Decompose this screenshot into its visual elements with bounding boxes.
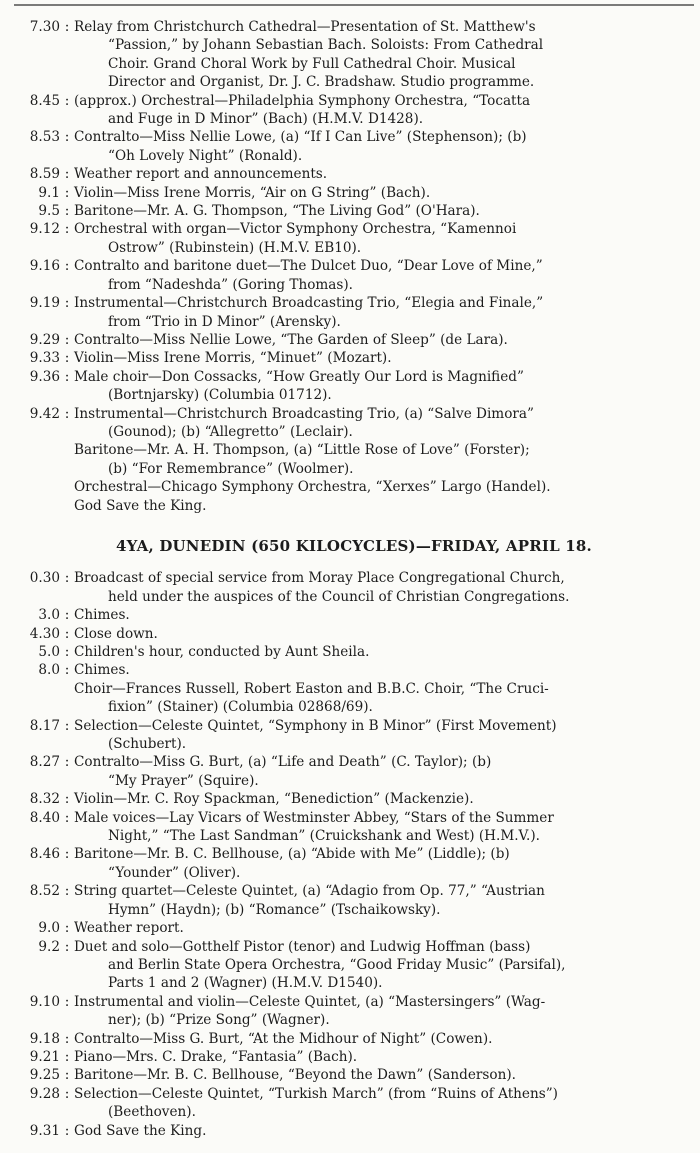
programme-entry — [14, 938, 694, 993]
description-line: Contralto—Miss G. Burt, “At the Midhour of Night” (Cowen). — [74, 1030, 493, 1047]
entry-time: 9.19 — [29, 295, 60, 312]
entry-time: 8.45 — [29, 92, 60, 109]
time-separator: : — [64, 350, 70, 367]
time-separator: : — [64, 258, 70, 275]
entry-description — [74, 753, 694, 790]
entry-description — [74, 845, 694, 882]
description-line: Instrumental—Christchurch Broadcasting Trio, “Elegia and Finale,” — [74, 295, 544, 312]
entry-time: 7.30 — [29, 19, 60, 35]
entry-description — [74, 257, 694, 294]
entry-description — [74, 441, 694, 478]
time-separator: : — [64, 809, 70, 826]
programme-entry — [14, 497, 694, 515]
programme-entry — [14, 606, 694, 624]
programme-entry — [14, 220, 694, 257]
entry-description — [74, 92, 694, 129]
entry-time: 8.52 — [29, 883, 60, 900]
description-line: (Gounod); (b) “Allegretto” (Leclair). — [108, 423, 353, 440]
time-separator: : — [64, 405, 70, 422]
entry-time: 8.27 — [29, 754, 60, 771]
programme-entry — [14, 717, 694, 754]
entry-description — [74, 717, 694, 754]
description-line: Director and Organist, Dr. J. C. Bradshaw. Studio programme. — [108, 74, 535, 91]
entry-description — [74, 790, 694, 808]
entry-time: 5.0 — [38, 644, 60, 660]
time-separator: : — [64, 1067, 70, 1084]
entry-description — [74, 405, 694, 442]
time-separator: : — [64, 166, 70, 183]
description-line: Chimes. — [74, 662, 130, 679]
programme-entry — [14, 478, 694, 496]
entry-time: 9.25 — [29, 1067, 60, 1084]
top-rule — [14, 4, 694, 6]
entry-description — [74, 184, 694, 202]
description-line: from “Nadeshda” (Goring Thomas). — [108, 276, 353, 293]
entry-time: 8.17 — [29, 717, 60, 734]
entry-time: 9.2 — [38, 938, 60, 955]
description-line: Relay from Christchurch Cathedral—Presentation of St. Matthew's — [74, 19, 536, 35]
entry-time: 3.0 — [38, 607, 60, 624]
programme-entry — [14, 405, 694, 442]
description-line: Broadcast of special service from Moray Place Congregational Church, — [74, 570, 565, 587]
christchurch-programme-list — [14, 18, 694, 515]
description-line: Violin—Mr. C. Roy Spackman, “Benediction” (Mackenzie). — [74, 791, 474, 808]
description-line: and Berlin State Opera Orchestra, “Good Friday Music” (Parsifal), — [108, 956, 566, 973]
time-separator: : — [64, 368, 70, 385]
programme-entry — [14, 753, 694, 790]
dunedin-station-heading: 4YA, DUNEDIN (650 KILOCYCLES)—FRIDAY, APRIL 18. — [116, 536, 592, 555]
dunedin-programme-list — [14, 569, 694, 1140]
entry-description — [74, 478, 694, 496]
programme-entry — [14, 184, 694, 202]
description-line: Contralto—Miss Nellie Lowe, “The Garden of Sleep” (de Lara). — [74, 331, 508, 348]
programme-entry — [14, 1030, 694, 1048]
description-line: Choir—Frances Russell, Robert Easton and B.B.C. Choir, “The Cruci- — [74, 680, 549, 697]
description-line: Children's hour, conducted by Aunt Sheila. — [74, 644, 370, 660]
entry-description — [74, 128, 694, 165]
entry-time: 9.29 — [29, 331, 60, 348]
description-line: Hymn” (Haydn); (b) “Romance” (Tschaikowsky). — [108, 901, 441, 918]
entry-time: 9.5 — [38, 203, 60, 220]
entry-time: 9.18 — [29, 1030, 60, 1047]
description-line: Baritone—Mr. A. H. Thompson, (a) “Little Rose of Love” (Forster); — [74, 442, 530, 459]
time-separator: : — [64, 1048, 70, 1065]
description-line: Male choir—Don Cossacks, “How Greatly Our Lord is Magnified” — [74, 368, 524, 385]
entry-description — [74, 1085, 694, 1122]
description-line: String quartet—Celeste Quintet, (a) “Adagio from Op. 77,” “Austrian — [74, 883, 545, 900]
entry-description — [74, 18, 694, 92]
description-line: Selection—Celeste Quintet, “Symphony in B Minor” (First Movement) — [74, 717, 557, 734]
time-separator: : — [64, 295, 70, 312]
programme-entry — [14, 331, 694, 349]
programme-entry — [14, 661, 694, 679]
entry-description — [74, 625, 694, 643]
entry-time: 9.33 — [29, 350, 60, 367]
entry-description — [74, 938, 694, 993]
entry-description — [74, 1030, 694, 1048]
time-separator: : — [64, 1085, 70, 1102]
programme-entry — [14, 625, 694, 643]
entry-description — [74, 1048, 694, 1066]
time-separator: : — [64, 644, 70, 660]
description-line: Parts 1 and 2 (Wagner) (H.M.V. D1540). — [108, 975, 383, 992]
programme-entry — [14, 993, 694, 1030]
description-line: “Younder” (Oliver). — [108, 864, 241, 881]
time-separator: : — [64, 570, 70, 587]
description-line: (Bortnjarsky) (Columbia 01712). — [108, 387, 332, 404]
entry-time: 8.46 — [29, 846, 60, 863]
entry-time: 9.1 — [38, 184, 60, 201]
entry-time: 0.30 — [29, 570, 60, 587]
description-line: Close down. — [74, 625, 158, 642]
time-separator: : — [64, 993, 70, 1010]
entry-time: 9.16 — [29, 258, 60, 275]
time-separator: : — [64, 754, 70, 771]
description-line: Choir. Grand Choral Work by Full Cathedral Choir. Musical — [108, 55, 516, 72]
programme-entry — [14, 128, 694, 165]
time-separator: : — [64, 92, 70, 109]
description-line: Instrumental—Christchurch Broadcasting Trio, (a) “Salve Dimora” — [74, 405, 534, 422]
time-separator: : — [64, 791, 70, 808]
description-line: held under the auspices of the Council of Christian Congregations. — [108, 588, 570, 605]
entry-time: 9.12 — [29, 221, 60, 238]
time-separator: : — [64, 717, 70, 734]
entry-description — [74, 569, 694, 606]
description-line: God Save the King. — [74, 497, 207, 514]
description-line: Orchestral with organ—Victor Symphony Orchestra, “Kamennoi — [74, 221, 517, 238]
programme-entry — [14, 202, 694, 220]
description-line: Selection—Celeste Quintet, “Turkish March” (from “Ruins of Athens”) — [74, 1085, 558, 1102]
programme-entry — [14, 643, 694, 661]
entry-time: 9.21 — [29, 1048, 60, 1065]
description-line: Piano—Mrs. C. Drake, “Fantasia” (Bach). — [74, 1048, 358, 1065]
entry-time: 9.36 — [29, 368, 60, 385]
programme-entry — [14, 349, 694, 367]
entry-description — [74, 368, 694, 405]
time-separator: : — [64, 846, 70, 863]
entry-description — [74, 661, 694, 679]
description-line: Duet and solo—Gotthelf Pistor (tenor) and Ludwig Hoffman (bass) — [74, 938, 531, 955]
programme-entry — [14, 809, 694, 846]
time-separator: : — [64, 662, 70, 679]
entry-time: 9.31 — [29, 1122, 60, 1139]
description-line: Violin—Miss Irene Morris, “Air on G String” (Bach). — [74, 184, 431, 201]
programme-entry — [14, 441, 694, 478]
description-line: fixion” (Stainer) (Columbia 02868/69). — [108, 699, 373, 716]
programme-entry — [14, 845, 694, 882]
time-separator: : — [64, 19, 70, 35]
entry-time: 4.30 — [29, 625, 60, 642]
entry-time: 8.59 — [29, 166, 60, 183]
description-line: Orchestral—Chicago Symphony Orchestra, “Xerxes” Largo (Handel). — [74, 479, 551, 496]
entry-description — [74, 165, 694, 183]
description-line: Weather report and announcements. — [74, 166, 328, 183]
entry-time: 8.0 — [38, 662, 60, 679]
time-separator: : — [64, 203, 70, 220]
description-line: God Save the King. — [74, 1122, 207, 1139]
description-line: and Fuge in D Minor” (Bach) (H.M.V. D1428). — [108, 111, 424, 128]
programme-entry — [14, 1122, 694, 1140]
description-line: Instrumental and violin—Celeste Quintet, (a) “Mastersingers” (Wag- — [74, 993, 546, 1010]
time-separator: : — [64, 184, 70, 201]
time-separator: : — [64, 221, 70, 238]
description-line: “My Prayer” (Squire). — [108, 772, 259, 789]
description-line: “Oh Lovely Night” (Ronald). — [108, 147, 303, 164]
description-line: Baritone—Mr. B. C. Bellhouse, “Beyond the Dawn” (Sanderson). — [74, 1067, 516, 1084]
description-line: Contralto—Miss G. Burt, (a) “Life and Death” (C. Taylor); (b) — [74, 754, 492, 771]
description-line: Night,” “The Last Sandman” (Cruickshank and West) (H.M.V.). — [108, 828, 540, 845]
description-line: Chimes. — [74, 607, 130, 624]
programme-entry — [14, 92, 694, 129]
description-line: (approx.) Orchestral—Philadelphia Symphony Orchestra, “Tocatta — [74, 92, 531, 109]
description-line: Contralto and baritone duet—The Dulcet Duo, “Dear Love of Mine,” — [74, 258, 543, 275]
entry-time: 9.28 — [29, 1085, 60, 1102]
programme-entry — [14, 1066, 694, 1084]
description-line: Baritone—Mr. B. C. Bellhouse, (a) “Abide with Me” (Liddle); (b) — [74, 846, 510, 863]
description-line: (Beethoven). — [108, 1104, 196, 1121]
entry-description — [74, 1122, 694, 1140]
programme-entry — [14, 569, 694, 606]
programme-entry — [14, 368, 694, 405]
programme-entry — [14, 790, 694, 808]
time-separator: : — [64, 920, 70, 937]
description-line: (Schubert). — [108, 736, 187, 753]
description-line: from “Trio in D Minor” (Arensky). — [108, 313, 341, 330]
description-line: Weather report. — [74, 920, 184, 937]
description-line: Male voices—Lay Vicars of Westminster Abbey, “Stars of the Summer — [74, 809, 554, 826]
entry-description — [74, 643, 694, 661]
time-separator: : — [64, 1030, 70, 1047]
description-line: Contralto—Miss Nellie Lowe, (a) “If I Can Live” (Stephenson); (b) — [74, 129, 527, 146]
entry-time: 9.0 — [38, 920, 60, 937]
entry-description — [74, 993, 694, 1030]
entry-time: 8.53 — [29, 129, 60, 146]
entry-time: 9.10 — [29, 993, 60, 1010]
programme-entry — [14, 1085, 694, 1122]
entry-time: 8.40 — [29, 809, 60, 826]
description-line: ner); (b) “Prize Song” (Wagner). — [108, 1012, 330, 1029]
entry-description — [74, 497, 694, 515]
programme-entry — [14, 18, 694, 92]
entry-description — [74, 919, 694, 937]
time-separator: : — [64, 129, 70, 146]
time-separator: : — [64, 607, 70, 624]
entry-description — [74, 349, 694, 367]
time-separator: : — [64, 883, 70, 900]
entry-description — [74, 202, 694, 220]
programme-entry — [14, 919, 694, 937]
programme-entry — [14, 882, 694, 919]
time-separator: : — [64, 625, 70, 642]
entry-description — [74, 809, 694, 846]
programme-entry — [14, 165, 694, 183]
entry-description — [74, 294, 694, 331]
entry-description — [74, 606, 694, 624]
description-line: Violin—Miss Irene Morris, “Minuet” (Mozart). — [74, 350, 392, 367]
entry-description — [74, 680, 694, 717]
time-separator: : — [64, 938, 70, 955]
time-separator: : — [64, 1122, 70, 1139]
programme-entry — [14, 294, 694, 331]
programme-entry — [14, 1048, 694, 1066]
description-line: “Passion,” by Johann Sebastian Bach. Soloists: From Cathedral — [108, 37, 544, 54]
entry-time: 8.32 — [29, 791, 60, 808]
time-separator: : — [64, 331, 70, 348]
description-line: Baritone—Mr. A. G. Thompson, “The Living God” (O'Hara). — [74, 203, 480, 220]
description-line: (b) “For Remembrance” (Woolmer). — [108, 460, 354, 477]
entry-time: 9.42 — [29, 405, 60, 422]
description-line: Ostrow” (Rubinstein) (H.M.V. EB10). — [108, 239, 362, 256]
programme-entry — [14, 257, 694, 294]
programme-entry — [14, 680, 694, 717]
entry-description — [74, 882, 694, 919]
entry-description — [74, 331, 694, 349]
entry-description — [74, 1066, 694, 1084]
entry-description — [74, 220, 694, 257]
